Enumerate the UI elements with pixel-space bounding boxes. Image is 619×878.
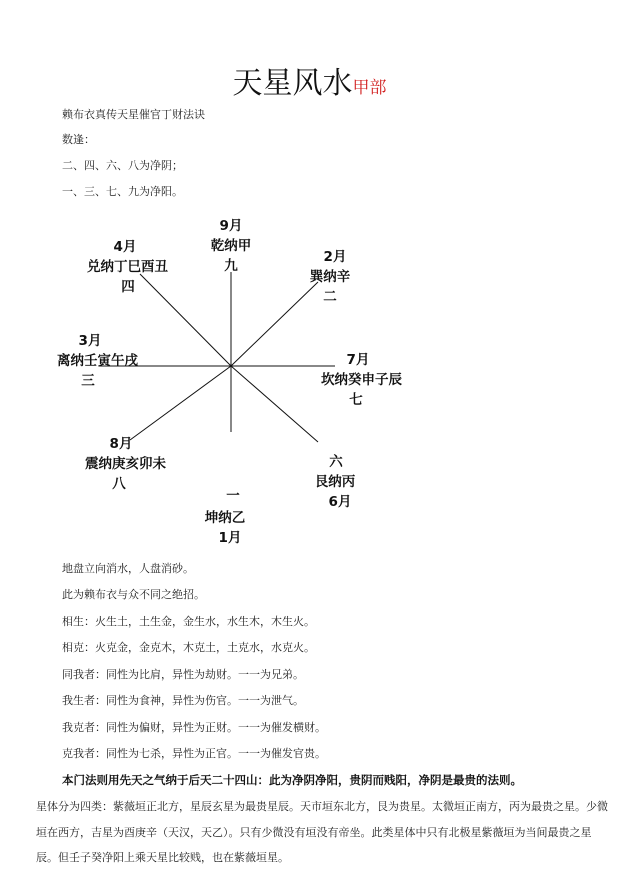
southwest-month: 8月: [109, 436, 133, 452]
body-line-6: 我生者：同性为食神，异性为伤官。一一为泄气。: [62, 694, 304, 707]
title-main: 天星风水: [232, 66, 353, 101]
north-num: 九: [224, 258, 238, 274]
line-southwest: [130, 366, 231, 440]
southeast-num: 六: [329, 454, 343, 470]
south-name: 坤纳乙: [204, 510, 246, 526]
body-line-4: 相克：火克金，金克木，木克土，土克水，水克火。: [62, 641, 315, 654]
north-month: 9月: [219, 218, 243, 234]
south-month: 1月: [218, 530, 242, 546]
south-num: 一: [226, 488, 240, 504]
northeast-name: 巽纳辛: [309, 269, 351, 285]
body-line-3: 相生：火生土，土生金，金生水，水生木，木生火。: [62, 615, 315, 628]
east-name: 坎纳癸申子辰: [321, 372, 402, 388]
bold-rule-line: 本门法则用先天之气纳于后天二十四山：此为净阴净阳，贵阴而贱阳，净阴是最贵的法则。: [62, 773, 522, 787]
southwest-name: 震纳庚亥卯未: [85, 456, 166, 472]
west-num: 三: [81, 373, 95, 389]
southeast-name: 艮纳丙: [314, 474, 356, 490]
west-name: 离纳壬寅午戌: [57, 353, 138, 369]
northwest-month: 4月: [113, 239, 137, 255]
north-name: 乾纳甲: [210, 238, 252, 254]
northeast-num: 二: [323, 289, 337, 305]
body-line-5: 同我者：同性为比肩，异性为劫财。一一为兄弟。: [62, 668, 304, 681]
intro-line-1: 赖布衣真传天星催官丁财法诀: [62, 108, 205, 121]
body-line-7: 我克者：同性为偏财，异性为正财。一一为催发横财。: [62, 721, 326, 734]
southeast-month: 6月: [328, 494, 352, 510]
intro-line-2: 数逢：: [62, 133, 95, 146]
west-month: 3月: [78, 333, 102, 349]
intro-line-3: 二、四、六、八为净阴；: [62, 159, 183, 172]
northeast-month: 2月: [323, 249, 347, 265]
body-line-8: 克我者：同性为七杀，异性为正官。一一为催发官贵。: [62, 747, 326, 760]
intro-line-4: 一、三、七、九为净阳。: [62, 185, 183, 198]
title-sub: 甲部: [352, 78, 387, 98]
northwest-num: 四: [121, 279, 135, 295]
southwest-num: 八: [112, 476, 126, 492]
east-month: 7月: [346, 352, 370, 368]
body-line-2: 此为赖布衣与众不同之绝招。: [62, 588, 205, 601]
east-num: 七: [349, 392, 363, 408]
body-line-1: 地盘立向消水，人盘消砂。: [62, 562, 194, 575]
northwest-name: 兑纳丁巳酉丑: [87, 259, 168, 275]
stars-paragraph: 星体分为四类：紫薇垣正北方，星辰玄星为最贵星辰。天市垣东北方，艮为贵星。太微垣正南方，丙为最贵之星。少微垣在西方，吉星为酉庚辛（天汉，天乙）。只有少微没有垣没有帝坐。此类星体中只有北极星紫薇垣为当间最贵之星辰。但壬子癸净阳上乘天星比较贱，也在紫薇垣星。: [36, 800, 608, 864]
